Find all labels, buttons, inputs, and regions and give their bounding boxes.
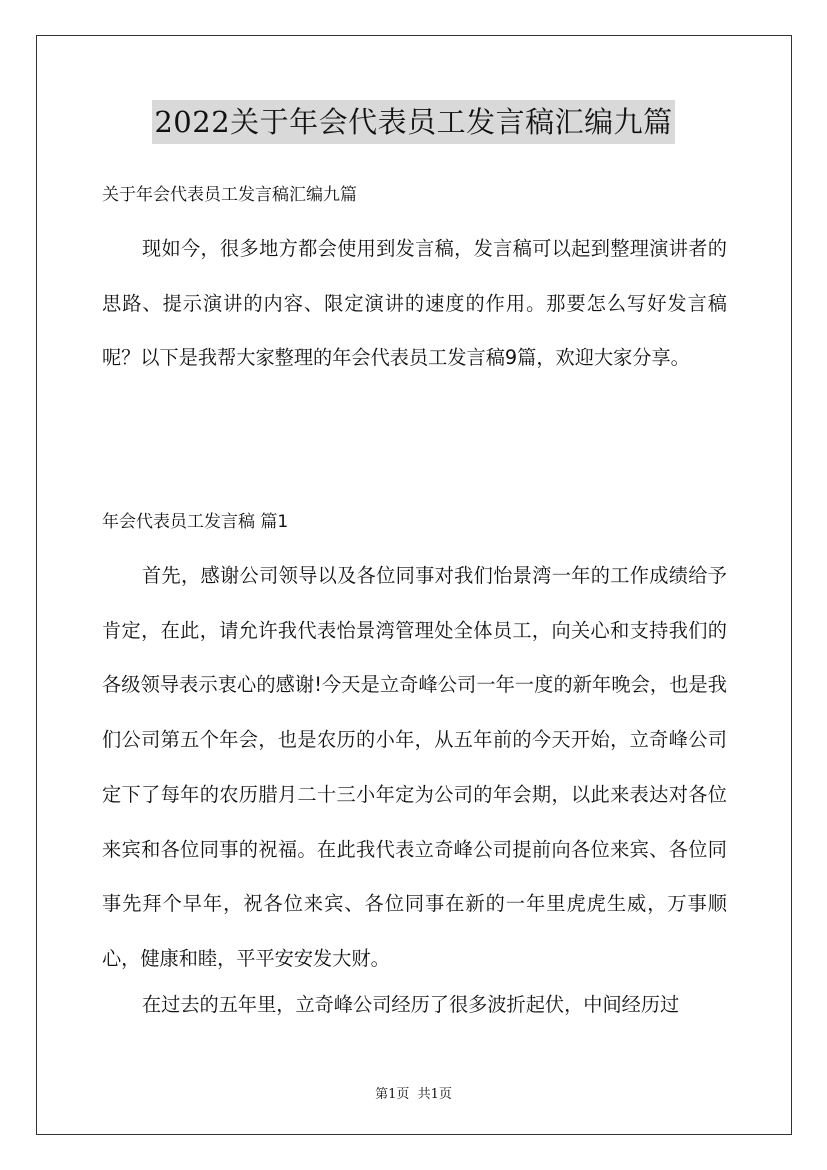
title-container <box>0 100 827 144</box>
document-title: 2022关于年会代表员工发言稿汇编九篇 <box>152 100 674 144</box>
body-paragraph-2: 在过去的五年里，立奇峰公司经历了很多波折起伏，中间经历过 <box>142 993 680 1016</box>
document-subtitle: 关于年会代表员工发言稿汇编九篇 <box>102 185 357 205</box>
intro-paragraph: 现如今，很多地方都会使用到发言稿，发言稿可以起到整理演讲者的思路、提示演讲的内容、限定演讲的速度的作用。那要怎么写好发言稿呢？以下是我帮大家整理的年会代表员工发言稿9篇，欢迎大家分享。 <box>102 237 727 370</box>
page-footer: 第1页 共1页 <box>375 1087 452 1102</box>
body-paragraph-1: 首先，感谢公司领导以及各位同事对我们怡景湾一年的工作成绩给予肯定，在此，请允许我代表怡景湾管理处全体员工，向关心和支持我们的各级领导表示衷心的感谢!今天是立奇峰公司一年一度的新年晚会，也是我们公司第五个年会，也是农历的小年，从五年前的今天开始，立奇峰公司定下了每年的农历腊月二十三小年定为公司的年会期，以此来表达对各位来宾和各位同事的祝福。在此我代表立奇峰公司提前向各位来宾、各位同事先拜个早年，祝各位来宾、各位同事在新的一年里虎虎生威，万事顺心，健康和睦，平平安安发大财。 <box>102 564 727 970</box>
section-heading: 年会代表员工发言稿 篇1 <box>102 512 289 532</box>
